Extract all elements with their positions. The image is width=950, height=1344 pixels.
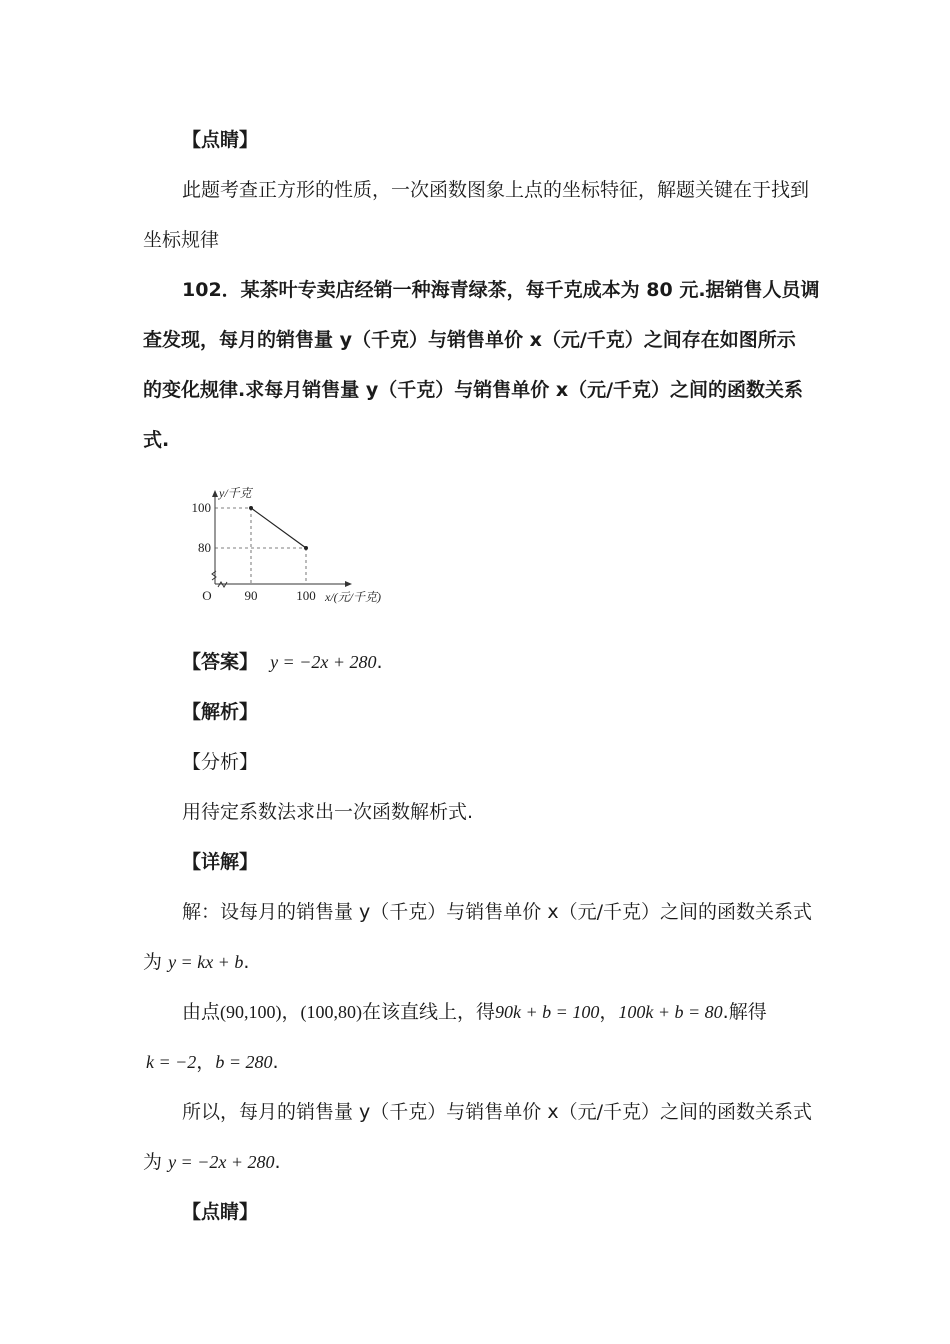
problem-line3: 的变化规律.求每月销售量 y（千克）与销售单价 x（元/千克）之间的函数关系 <box>143 379 804 401</box>
detail-line4-sep: ， <box>196 1051 216 1073</box>
jiexi-heading: 【解析】 <box>182 701 259 723</box>
fenxi-text: 用待定系数法求出一次函数解析式. <box>182 801 474 823</box>
dianjing-text-line1: 此题考查正方形的性质，一次函数图象上点的坐标特征，解题关键在于找到 <box>182 179 810 201</box>
detail-line3-mid: 在该直线上，得 <box>362 1001 496 1023</box>
solution-b: b = 280 <box>215 1052 273 1072</box>
solution-k: k = −2 <box>146 1052 197 1072</box>
x-axis-label: x/(元/千克) <box>325 590 381 604</box>
dianjing-text-line2: 坐标规律 <box>143 229 220 251</box>
y-axis-label: y/千克 <box>219 486 252 500</box>
xiangjie-heading: 【详解】 <box>182 851 259 873</box>
data-line <box>251 508 306 548</box>
detail-line6-end: . <box>274 1151 281 1173</box>
detail-line6-formula: y = −2x + 280 <box>168 1152 275 1172</box>
detail-line2 <box>143 950 249 974</box>
detail-line2-prefix: 为 <box>143 951 163 973</box>
detail-line4-end: . <box>272 1051 279 1073</box>
detail-line6 <box>143 1150 281 1174</box>
origin-label: O <box>202 588 212 603</box>
detail-line3 <box>182 1000 767 1024</box>
detail-line6-prefix: 为 <box>143 1151 163 1173</box>
y-axis-arrow <box>212 490 218 497</box>
answer-formula: y = −2x + 280 <box>270 652 377 672</box>
fenxi-heading: 【分析】 <box>182 751 259 773</box>
detail-line3-sep2: ， <box>599 1001 619 1023</box>
data-point-90-100 <box>249 506 253 510</box>
detail-line1: 解：设每月的销售量 y（千克）与销售单价 x（元/千克）之间的函数关系式 <box>182 901 812 923</box>
function-graph <box>180 480 420 610</box>
answer-row <box>182 650 383 674</box>
x-axis-break <box>218 582 227 587</box>
data-point-100-80 <box>304 546 308 550</box>
detail-line4 <box>146 1050 279 1074</box>
x-tick-label-100: 100 <box>296 588 316 603</box>
equation-1: 90k + b = 100 <box>495 1002 600 1022</box>
y-tick-label-80: 80 <box>198 540 211 555</box>
problem-line1: 102．某茶叶专卖店经销一种海青绿茶，每千克成本为 80 元.据销售人员调 <box>182 279 820 301</box>
dianjing-heading-2: 【点睛】 <box>182 1201 259 1223</box>
point-2: (100,80) <box>300 1002 363 1022</box>
problem-line2: 查发现，每月的销售量 y（千克）与销售单价 x（元/千克）之间存在如图所示 <box>143 329 796 351</box>
detail-line3-sep: ， <box>281 1001 301 1023</box>
dianjing-heading: 【点睛】 <box>182 129 259 151</box>
answer-label: 【答案】 <box>182 651 259 673</box>
detail-line5: 所以，每月的销售量 y（千克）与销售单价 x（元/千克）之间的函数关系式 <box>182 1101 812 1123</box>
detail-line2-formula: y = kx + b <box>168 952 244 972</box>
answer-period: . <box>376 651 383 673</box>
point-1: (90,100) <box>220 1002 282 1022</box>
detail-line3-prefix: 由点 <box>182 1001 221 1023</box>
equation-2: 100k + b = 80 <box>618 1002 723 1022</box>
detail-line3-end: .解得 <box>722 1001 767 1023</box>
detail-line2-end: . <box>243 951 250 973</box>
x-tick-label-90: 90 <box>244 588 258 603</box>
problem-line4: 式. <box>143 429 170 451</box>
x-axis-arrow <box>345 581 352 587</box>
y-tick-label-100: 100 <box>191 500 211 515</box>
